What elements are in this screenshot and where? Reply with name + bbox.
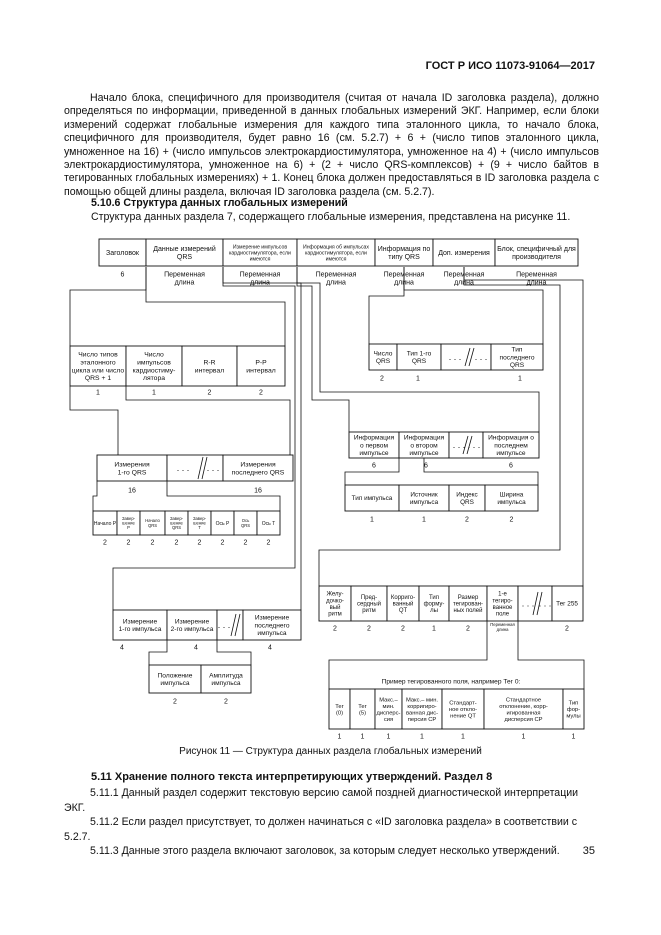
measurement-label: Измерения последнего QRS [231,461,285,477]
qrs-data-label: Число типов эталонного цикла или число QRS + 1 [71,351,125,383]
top-row-label: Блок, специфичный для производителя [497,245,576,261]
connector-line [424,458,538,485]
additional-label: 1-е тегиро-ванное поле [492,591,513,618]
tag-field-size: 1 [461,733,465,741]
connector-line [167,481,280,511]
qrs-data-size: 2 [207,389,212,397]
qrs-type-size: 1 [518,375,522,383]
measurement-field-size: 2 [220,539,225,547]
pace-info-label: Информация о последнем импульсе [488,434,534,457]
tag-field-label: Макс.– мин. корригиро-ванная дис-персия СР [405,697,439,723]
section-5-11-body [64,786,599,859]
pace-info-field-label: Индекс QRS [456,491,478,506]
additional-size: 2 [367,625,371,633]
top-row-label: Информация по типу QRS [377,245,431,261]
tag-field-size: 1 [337,733,342,741]
tag-field-size: 1 [360,733,365,741]
ellipsis: . . . [538,598,552,609]
measurement-field-label: Начало P [93,520,117,527]
additional-label: Тип форму-лы [423,595,445,615]
measurement-field-label: Завер-шение P [121,515,136,531]
connector-line [464,267,583,586]
top-row-label: Доп. измерения [438,249,490,257]
additional-size: 1 [432,625,436,633]
ellipsis: . . . [474,352,488,363]
top-row-size: Переменная длина [516,271,557,287]
pace-info-field-size: 2 [509,516,514,524]
connector-line [70,267,146,346]
additional-size: Переменная длина [490,622,515,632]
section-5-11-1: 5.11.1 Данный раздел содержит текстовую версию самой поздней диагностической интерпретации ЭКГ. [64,787,579,814]
pace-info-label: Информация о втором импульсе [403,434,445,457]
qrs-data-size: 2 [259,389,263,397]
pace-meas-size: 4 [194,644,198,652]
measurement-field-size: 2 [174,539,179,547]
connector-line [319,267,560,586]
connector-line [93,481,97,511]
section-5-11-heading: 5.11 Хранение полного текста интерпретирующих утверждений. Раздел 8 [91,771,493,783]
pace-meas-size: 4 [120,644,124,652]
pace-meas-field-size: 2 [173,698,177,706]
pace-meas-label: Измерение последнего импульса [254,614,290,637]
qrs-data-label: P-P интервал [246,359,276,375]
measurement-field-label: Начало QRS [145,518,160,528]
section-5-11-3: 5.11.3 Данные этого раздела включают заголовок, за которым следует несколько утверждений. [90,845,560,858]
top-row-size: Переменная длина [443,271,485,287]
measurement-field-label: Завер-шение QRS [169,515,184,531]
section-5-10-6-heading: 5.10.6 Структура данных глобальных измерений [91,197,348,209]
qrs-data-label: R-R интервал [194,359,225,375]
pace-info-field-label: Источник импульса [409,491,439,506]
tag-field-label: Тег (5) [358,703,367,717]
measurement-field-label: Завер-шение T [192,515,207,531]
connector-line [113,267,295,610]
top-row-size: 6 [120,271,125,279]
qrs-data-size: 1 [96,389,100,397]
qrs-type-size: 1 [416,375,420,383]
qrs-type-label: Число QRS [373,350,393,366]
measurement-field-size: 2 [103,539,107,547]
top-row-size: Переменная длина [383,271,425,287]
pace-info-size: 6 [509,462,513,470]
pace-info-field-size: 1 [370,516,374,524]
additional-size: 2 [333,625,337,633]
top-row-label: Информация об импульсах кардиостимулятора, если имеются [302,244,370,263]
pace-meas-field-label: Амплитуда импульса [209,672,243,688]
measurement-field-label: Ось QRS [240,518,251,528]
tag-field-label: Стандарт-ное откло-нение QT [448,700,478,720]
tag-example-title: Пример тегированного поля, например Тег 0: [381,678,521,686]
pace-info-field-size: 2 [465,516,469,524]
tag-field-size: 1 [521,733,526,741]
connector-line [70,386,118,455]
figure-caption: Рисунок 11 — Структура данных раздела глобальных измерений [179,746,482,757]
measurement-field-label: Ось P [215,520,230,527]
ellipsis: . . . [206,463,220,474]
measurement-field-size: 2 [266,539,271,547]
pace-info-field-label: Ширина импульса [497,491,526,506]
section-5-10-6-text: Структура данных раздела 7, содержащего глобальные измерения, представлена на рисунке 11. [91,211,571,223]
top-row-size: Переменная длина [239,271,281,287]
measurement-field-size: 2 [197,539,202,547]
standard-header: ГОСТ Р ИСО 11073-91064—2017 [425,60,595,72]
ellipsis: . . . [448,352,462,363]
additional-label: Размер тегирован-ных полей [453,595,483,615]
pace-meas-field-size: 2 [224,698,228,706]
pace-meas-field-label: Положение импульса [157,672,193,688]
connector-line [297,267,349,432]
additional-label: Тег 255 [556,600,578,608]
measurement-size: 16 [254,487,262,495]
additional-size: 2 [401,625,405,633]
tag-field-size: 1 [571,733,576,741]
qrs-type-label: Тип 1-го QRS [406,350,432,366]
tag-field-label: Макс.– мин. дисперс-сия [376,697,401,723]
measurement-size: 16 [128,487,136,495]
qrs-type-size: 2 [380,375,384,383]
tag-field-size: 1 [420,733,424,741]
tag-field-label: Тег (0) [335,703,344,717]
intro-paragraph: Начало блока, специфичного для производителя (считая от начала ID заголовка раздела), должно определяться по информации, приведенной в данных глобальных измерений ЭКГ. Например, если блоки измерений содержат глобальные измерения для каждого типа эталонного цикла, то начало блока, специфичного для производителя, будет равно 16 (см. 5.2.7) + 6 + (число типов эталонного цикла, умноженное на 16) + (число импульсов электрокардиостимулятора, умноженное на 4) + (число импульсов электрокардиостимулятора, умноженное на 6) + (2 + число QRS-комплексов) + (9 + число байтов в тегированных глобальных измерениях) + 1. Конец блока должен предоставляться в ID заголовка раздела с помощью общей длины раздела, включая ID заголовка раздела (см. 5.2.7). [64,92,599,198]
pace-meas-label: Измерение 1-го импульса [118,618,162,634]
qrs-data-size: 1 [152,389,156,397]
connector-line [217,640,251,665]
top-row-size: Переменная длина [315,271,357,287]
top-row-label: Данные измерений QRS [153,245,216,261]
pace-meas-label: Измерение 2-го импульса [170,618,214,634]
pace-info-label: Информация о первом импульсе [353,434,395,457]
connector-line [149,640,167,665]
pace-meas-size: 4 [268,644,272,652]
ellipsis: . . . [452,440,466,451]
top-row-size: Переменная длина [164,271,205,287]
additional-label: Пред-сердный ритм [356,595,382,615]
pace-info-size: 6 [424,462,428,470]
qrs-type-label: Тип последнего QRS [499,346,535,369]
ellipsis: . . . [521,598,535,609]
pace-info-size: 6 [372,462,376,470]
ellipsis: . . . [217,620,231,631]
additional-size: 2 [466,625,470,633]
section-5-11-2: 5.11.2 Если раздел присутствует, то должен начинаться с «ID заголовка раздела» в соответствии с 5.2.7. [64,816,578,843]
tag-field-label: Тип фор-мулы [566,700,581,720]
top-row-label: Измерение импульсов кардиостимулятора, если имеются [229,244,291,263]
additional-size: 2 [565,625,569,633]
measurement-field-size: 2 [243,539,248,547]
additional-label: Желу-дочко-вый ритм [326,591,344,618]
pace-info-field-size: 1 [422,516,426,524]
connector-line [518,621,584,689]
measurement-label: Измерения 1-го QRS [114,461,150,477]
additional-label: Корриго-ванный QT [390,595,416,615]
tag-field-label: Стандартное отклонение, корр-игированная дисперсия СР [499,697,548,723]
measurement-field-size: 2 [126,539,131,547]
top-row-label: Заголовок [106,249,139,257]
page-number: 35 [582,845,595,857]
ellipsis: . . . [176,463,190,474]
measurement-field-label: Ось T [261,520,276,527]
tag-field-size: 1 [386,733,391,741]
ellipsis: . . . [467,440,481,451]
pace-info-field-label: Тип импульса [351,495,393,503]
measurement-field-size: 2 [150,539,155,547]
qrs-data-label: Число импульсов кардиостиму-лятора [132,351,176,383]
